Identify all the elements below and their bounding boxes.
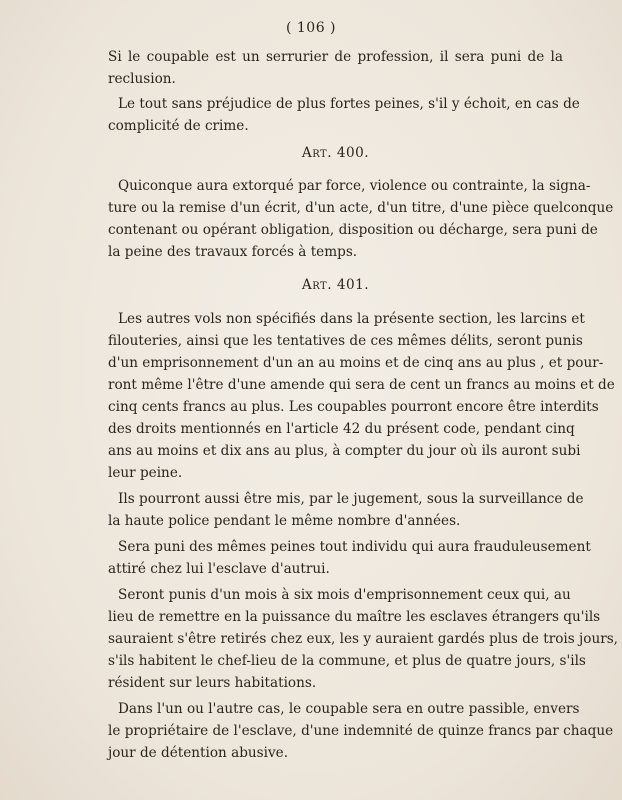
article-heading-400: Art. 400.	[301, 145, 370, 161]
text-line: ans au moins et dix ans au plus, à compter du jour où ils auront subi	[108, 443, 581, 459]
text-line: s'ils habitent le chef-lieu de la commune, et plus de quatre jours, s'ils	[108, 653, 586, 669]
text-line: attiré chez lui l'esclave d'autrui.	[108, 561, 330, 577]
text-line: cinq cents francs au plus. Les coupables pourront encore être interdits	[108, 399, 599, 415]
text-line: Quiconque aura extorqué par force, violence ou contrainte, la signa-	[118, 178, 591, 194]
text-line: sauraient s'être retirés chez eux, les y auraient gardés plus de trois jours,	[108, 631, 618, 647]
text-line: la peine des travaux forcés à temps.	[108, 244, 358, 260]
text-line: Les autres vols non spécifiés dans la présente section, les larcins et	[118, 311, 585, 327]
text-line: la haute police pendant le même nombre d'années.	[108, 513, 461, 529]
text-line: Seront punis d'un mois à six mois d'emprisonnement ceux qui, au	[118, 587, 571, 603]
article-heading-401: Art. 401.	[301, 277, 370, 293]
page-number: ( 106 )	[285, 20, 337, 36]
text-line: contenant ou opérant obligation, disposition ou décharge, sera puni de	[108, 222, 598, 238]
text-line: jour de détention abusive.	[108, 745, 289, 761]
text-line: Ils pourront aussi être mis, par le jugement, sous la surveillance de	[118, 491, 584, 507]
text-line: leur peine.	[108, 465, 183, 481]
text-line: Le tout sans préjudice de plus fortes peines, s'il y échoit, en cas de	[118, 96, 580, 112]
text-line: Dans l'un ou l'autre cas, le coupable sera en outre passible, envers	[118, 701, 580, 717]
text-line: reclusion.	[108, 71, 176, 87]
text-line: complicité de crime.	[108, 118, 249, 134]
text-line: ront même l'être d'une amende qui sera de cent un francs au moins et de	[108, 377, 615, 393]
text-line: Si le coupable est un serrurier de profession, il sera puni de la	[108, 49, 563, 65]
text-line: Sera puni des mêmes peines tout individu qui aura frauduleusement	[118, 539, 591, 555]
text-line: lieu de remettre en la puissance du maître les esclaves étrangers qu'ils	[108, 609, 601, 625]
text-line: des droits mentionnés en l'article 42 du présent code, pendant cinq	[108, 421, 575, 437]
text-line: ture ou la remise d'un écrit, d'un acte, d'un titre, d'une pièce quelconque	[108, 200, 614, 216]
text-line: filouteries, ainsi que les tentatives de ces mêmes délits, seront punis	[108, 333, 583, 349]
text-line: résident sur leurs habitations.	[108, 675, 317, 691]
text-line: le propriétaire de l'esclave, d'une indemnité de quinze francs par chaque	[108, 723, 614, 739]
text-line: d'un emprisonnement d'un an au moins et de cinq ans au plus , et pour-	[108, 355, 604, 371]
